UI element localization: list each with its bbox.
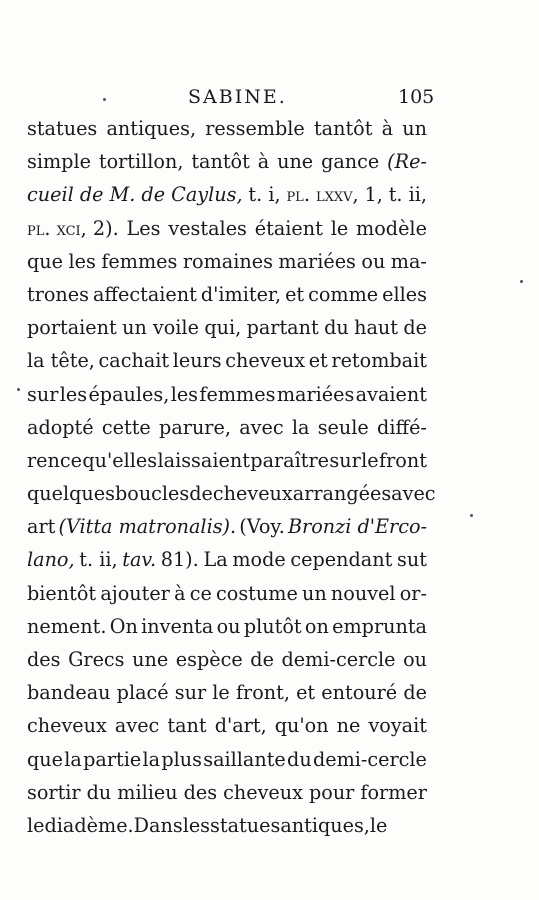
text-line	[27, 112, 427, 145]
word: nement.	[27, 614, 107, 638]
word: pl. xci, 2).	[27, 216, 119, 240]
word: t. i,	[248, 183, 281, 207]
word: un	[402, 117, 427, 140]
word: demi-cercle	[312, 747, 427, 771]
word: à	[174, 581, 186, 605]
word: et	[296, 681, 316, 705]
word: le	[212, 681, 230, 705]
word: rence	[27, 448, 82, 472]
word: sur	[329, 448, 361, 472]
word: et	[285, 282, 305, 306]
word: sur	[174, 681, 207, 705]
word: femmes	[101, 249, 178, 273]
word: ce	[189, 581, 212, 605]
running-head	[0, 86, 539, 110]
word: bientôt	[27, 581, 97, 605]
word: à	[257, 150, 270, 174]
word: statues	[27, 117, 98, 140]
word: la	[291, 415, 310, 439]
word: paraître	[250, 448, 329, 472]
word: saillante	[203, 747, 286, 771]
word: inventa	[141, 614, 214, 638]
text-line	[27, 577, 427, 610]
word: qu'on	[274, 714, 329, 738]
word: mariées	[276, 382, 355, 406]
word: pour	[308, 780, 355, 804]
word: La	[203, 548, 228, 572]
word: que	[27, 747, 63, 771]
word: cachait	[98, 349, 170, 373]
word: cheveux	[225, 349, 306, 373]
word: tantôt	[191, 150, 250, 174]
word: ou	[361, 249, 386, 273]
word: voyait	[368, 714, 427, 738]
word: le	[27, 813, 45, 837]
word: un	[302, 581, 327, 605]
citation: cueil de M. de Caylus,	[27, 183, 243, 207]
word: arrangées	[292, 482, 392, 506]
word: Dans	[133, 813, 183, 837]
word: plutôt	[243, 614, 302, 638]
text-line	[27, 378, 427, 411]
word: portaient	[27, 316, 117, 340]
word: sortir	[27, 780, 81, 804]
word: tav.	[122, 548, 157, 572]
word: cheveux	[223, 780, 303, 804]
word: On	[109, 614, 138, 638]
word: cheveux	[212, 482, 293, 506]
word: partie	[83, 747, 142, 771]
text-line	[27, 676, 427, 709]
text-line	[27, 709, 427, 742]
word: la	[142, 747, 161, 771]
word: front	[379, 448, 427, 472]
text-line	[27, 278, 427, 311]
word: 81).	[160, 548, 199, 572]
word: modèle	[356, 216, 427, 240]
word: espèce	[175, 648, 243, 671]
print-speck	[103, 98, 106, 101]
text-line	[27, 643, 427, 676]
word: adopté	[27, 415, 94, 439]
word: comme	[308, 282, 379, 306]
word: les	[170, 382, 199, 406]
word: sut	[397, 548, 427, 572]
word: partant	[246, 316, 319, 340]
word: de	[403, 316, 427, 340]
word: entouré	[321, 681, 398, 705]
text-line	[27, 809, 427, 842]
word: statues	[210, 813, 281, 837]
print-speck	[520, 280, 523, 283]
word: tant	[167, 714, 207, 738]
text-line	[27, 145, 427, 178]
word: des	[183, 780, 218, 804]
text-line	[27, 776, 427, 809]
word: le	[330, 216, 349, 240]
running-title: SABINE.	[188, 86, 287, 108]
word: (Voy.	[239, 515, 285, 539]
word: diadème.	[44, 813, 134, 837]
word: cependant	[290, 548, 393, 572]
word: épaules,	[88, 382, 170, 406]
word: simple	[27, 150, 91, 174]
word: cette	[101, 415, 151, 439]
word: le	[369, 813, 388, 837]
word: demi-cercle	[281, 648, 396, 671]
word: (Re-	[387, 150, 427, 174]
word: ou	[216, 614, 241, 638]
word: du	[287, 747, 312, 771]
word: mode	[232, 548, 286, 572]
word: costume	[216, 581, 298, 605]
word: tantôt	[313, 117, 373, 140]
word: retombait	[331, 349, 427, 373]
word: des	[27, 648, 61, 671]
text-line	[27, 543, 427, 576]
word: ne	[336, 714, 361, 738]
word: on	[304, 614, 329, 638]
word: la	[64, 747, 82, 771]
word: sur	[27, 382, 59, 406]
word: les	[182, 813, 211, 837]
word: haut	[354, 316, 398, 340]
word: avaient	[355, 382, 427, 406]
word: de	[403, 681, 427, 705]
citation: (Vitta matronalis).	[58, 515, 237, 539]
citation: Bronzi d'Erco-	[287, 515, 427, 539]
word: une	[277, 150, 314, 174]
word: avec	[114, 714, 160, 738]
word: cheveux	[27, 714, 107, 738]
word: avec	[391, 482, 436, 506]
word: affectaient	[92, 282, 197, 306]
print-speck	[17, 388, 20, 391]
word: le	[361, 448, 379, 472]
word: art	[27, 515, 56, 539]
word: boucles	[114, 482, 190, 506]
citation: lano,	[27, 548, 75, 572]
word: les	[59, 382, 88, 406]
word: antiques,	[280, 813, 370, 837]
word: seule	[317, 415, 369, 439]
word: une	[132, 648, 169, 671]
word: bandeau	[27, 681, 111, 705]
text-line	[27, 743, 427, 776]
print-speck	[470, 514, 473, 517]
word: du	[324, 316, 349, 340]
text-line	[27, 610, 427, 643]
word: emprunta	[332, 614, 427, 638]
word: et	[308, 349, 328, 373]
text-line	[27, 444, 427, 477]
page-number: 105	[398, 86, 435, 108]
word: t. ii,	[388, 183, 427, 207]
word: qu'elles	[82, 448, 158, 472]
word: parure,	[159, 415, 231, 439]
word: t. ii,	[79, 548, 118, 572]
word: milieu	[117, 780, 178, 804]
word: d'imiter,	[200, 282, 282, 306]
word: placé	[116, 681, 169, 705]
word: qui,	[204, 316, 242, 340]
word: leurs	[172, 349, 222, 373]
word: Les	[126, 216, 161, 240]
text-line	[27, 344, 427, 377]
word: nouvel	[330, 581, 396, 605]
word: ajouter	[100, 581, 170, 605]
text-line	[27, 178, 427, 211]
word: laissaient	[157, 448, 250, 472]
word: Grecs	[68, 648, 125, 671]
word: antiques,	[106, 117, 197, 140]
word: former	[360, 780, 427, 804]
word: plus	[161, 747, 202, 771]
word: un voile	[122, 316, 199, 340]
word: mariées	[278, 249, 356, 273]
word: front,	[235, 681, 290, 705]
word: elles	[382, 282, 427, 306]
text-line	[27, 311, 427, 344]
word: ma-	[390, 249, 427, 273]
text-line	[27, 477, 436, 510]
word: trones	[27, 282, 89, 306]
word: vestales	[168, 216, 247, 240]
word: ressemble	[205, 117, 305, 140]
word: avec	[239, 415, 284, 439]
word: romaines	[182, 249, 273, 273]
text-line	[27, 212, 427, 245]
word: les	[68, 249, 96, 273]
word: d'art,	[214, 714, 267, 738]
word: 1,	[364, 183, 383, 207]
word: femmes	[199, 382, 276, 406]
word: or-	[399, 581, 427, 605]
word: diffé-	[377, 415, 427, 439]
word: de	[250, 648, 274, 671]
word: gance	[321, 150, 380, 174]
word: à	[381, 117, 394, 140]
word: du	[86, 780, 112, 804]
word: la tête,	[27, 349, 95, 373]
word: que	[27, 249, 63, 273]
word: pl. lxxv,	[286, 183, 359, 207]
word: quelques	[27, 482, 115, 506]
body-text	[27, 112, 436, 842]
word: de	[189, 482, 213, 506]
text-line	[27, 411, 427, 444]
word: étaient	[254, 216, 323, 240]
word: tortillon,	[98, 150, 184, 174]
word: ou	[403, 648, 427, 671]
text-line	[27, 245, 427, 278]
text-line	[27, 510, 427, 543]
